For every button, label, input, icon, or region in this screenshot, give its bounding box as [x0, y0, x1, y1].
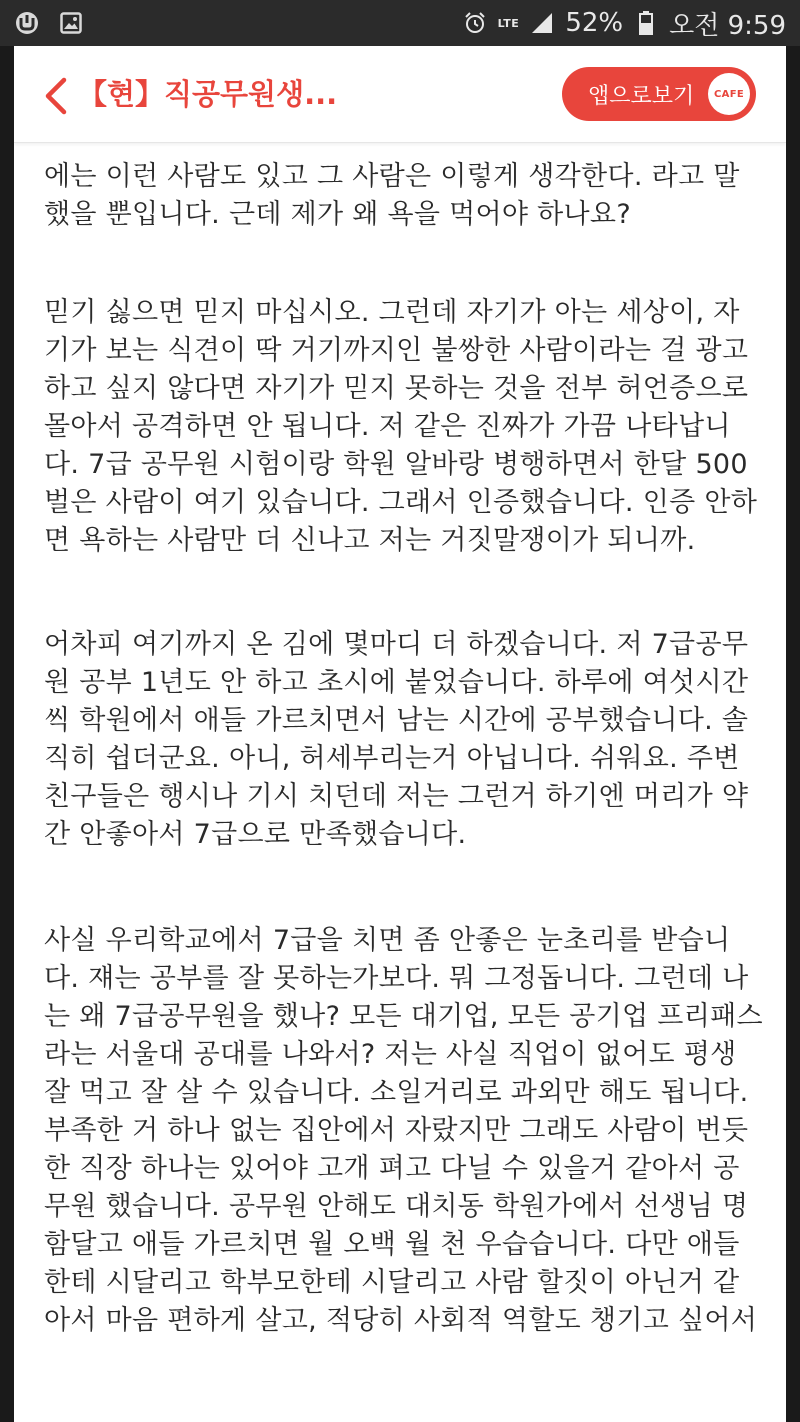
text-line: 아서 마음 편하게 살고, 적당히 사회적 역할도 챙기고 싶어서	[44, 1305, 758, 1336]
gallery-notification-icon	[58, 10, 84, 36]
text-line: 에는 이런 사람도 있고 그 사람은 이렇게 생각한다. 라고 말	[44, 161, 740, 192]
text-line: 부족한 거 하나 없는 집안에서 자랐지만 그래도 사람이 번듯	[44, 1115, 749, 1146]
text-line: 다. 7급 공무원 시험이랑 학원 알바랑 병행하면서 한달 500	[44, 449, 748, 480]
text-line: 잘 먹고 잘 살 수 있습니다. 소일거리로 과외만 해도 됩니다.	[44, 1077, 749, 1108]
paragraph	[44, 294, 764, 560]
text-line: 기가 보는 식견이 딱 거기까지인 불쌍한 사람이라는 걸 광고	[44, 335, 749, 366]
signal-icon	[529, 10, 555, 36]
open-in-app-button[interactable]	[562, 67, 756, 121]
text-line: 간 안좋아서 7급으로 만족했습니다.	[44, 819, 467, 850]
app-header	[14, 46, 786, 143]
text-line: 어차피 여기까지 온 김에 몇마디 더 하겠습니다. 저 7급공무	[44, 629, 749, 660]
battery-percent: 52%	[565, 8, 624, 38]
text-line: 면 욕하는 사람만 더 신나고 저는 거짓말쟁이가 되니까.	[44, 525, 696, 556]
article-body	[44, 158, 764, 1340]
webview	[14, 46, 786, 1422]
text-line: 벌은 사람이 여기 있습니다. 그래서 인증했습니다. 인증 안하	[44, 487, 758, 518]
text-line: 원 공부 1년도 안 하고 초시에 붙었습니다. 하루에 여섯시간	[44, 667, 749, 698]
network-type-label: LTE	[497, 16, 520, 30]
text-line: 하고 싶지 않다면 자기가 믿지 못하는 것을 전부 허언증으로	[44, 373, 749, 404]
paragraph	[44, 922, 764, 1340]
cafe-app-notification-icon	[14, 10, 40, 36]
text-line: 한테 시달리고 학부모한테 시달리고 사람 할짓이 아닌거 같	[44, 1267, 740, 1298]
clock: 오전 9:59	[669, 10, 786, 41]
open-in-app-label: 앱으로보기	[588, 83, 695, 109]
back-arrow-icon[interactable]	[40, 76, 70, 116]
status-right	[462, 5, 786, 42]
text-line: 다. 쟤는 공부를 잘 못하는가보다. 뭐 그정돕니다. 그런데 나	[44, 963, 749, 994]
page-title: 【현】직공무원생...	[78, 77, 338, 111]
text-line: 한 직장 하나는 있어야 고개 펴고 다닐 수 있을거 같아서 공	[44, 1153, 740, 1184]
status-left	[14, 10, 84, 36]
paragraph	[44, 158, 764, 234]
text-line: 는 왜 7급공무원을 했나? 모든 대기업, 모든 공기업 프리패스	[44, 1001, 763, 1032]
text-line: 직히 쉽더군요. 아니, 허세부리는거 아닙니다. 쉬워요. 주변	[44, 743, 740, 774]
battery-icon	[633, 10, 659, 36]
text-line: 씩 학원에서 애들 가르치면서 남는 시간에 공부했습니다. 솔	[44, 705, 749, 736]
text-line: 몰아서 공격하면 안 됩니다. 저 같은 진짜가 가끔 나타납니	[44, 411, 731, 442]
alarm-icon	[462, 10, 488, 36]
text-line: 무원 했습니다. 공무원 안해도 대치동 학원가에서 선생님 명	[44, 1191, 749, 1222]
cafe-logo-icon: CAFE	[708, 73, 750, 115]
text-line: 라는 서울대 공대를 나와서? 저는 사실 직업이 없어도 평생	[44, 1039, 737, 1070]
text-line: 친구들은 행시나 기시 치던데 저는 그런거 하기엔 머리가 약	[44, 781, 749, 812]
text-line: 했을 뿐입니다. 근데 제가 왜 욕을 먹어야 하나요?	[44, 199, 631, 230]
text-line: 사실 우리학교에서 7급을 치면 좀 안좋은 눈초리를 받습니	[44, 925, 731, 956]
status-bar	[0, 0, 800, 46]
text-line: 함달고 애들 가르치면 월 오백 월 천 우습습니다. 다만 애들	[44, 1229, 740, 1260]
paragraph	[44, 626, 764, 854]
text-line: 믿기 싫으면 믿지 마십시오. 그런데 자기가 아는 세상이, 자	[44, 297, 740, 328]
